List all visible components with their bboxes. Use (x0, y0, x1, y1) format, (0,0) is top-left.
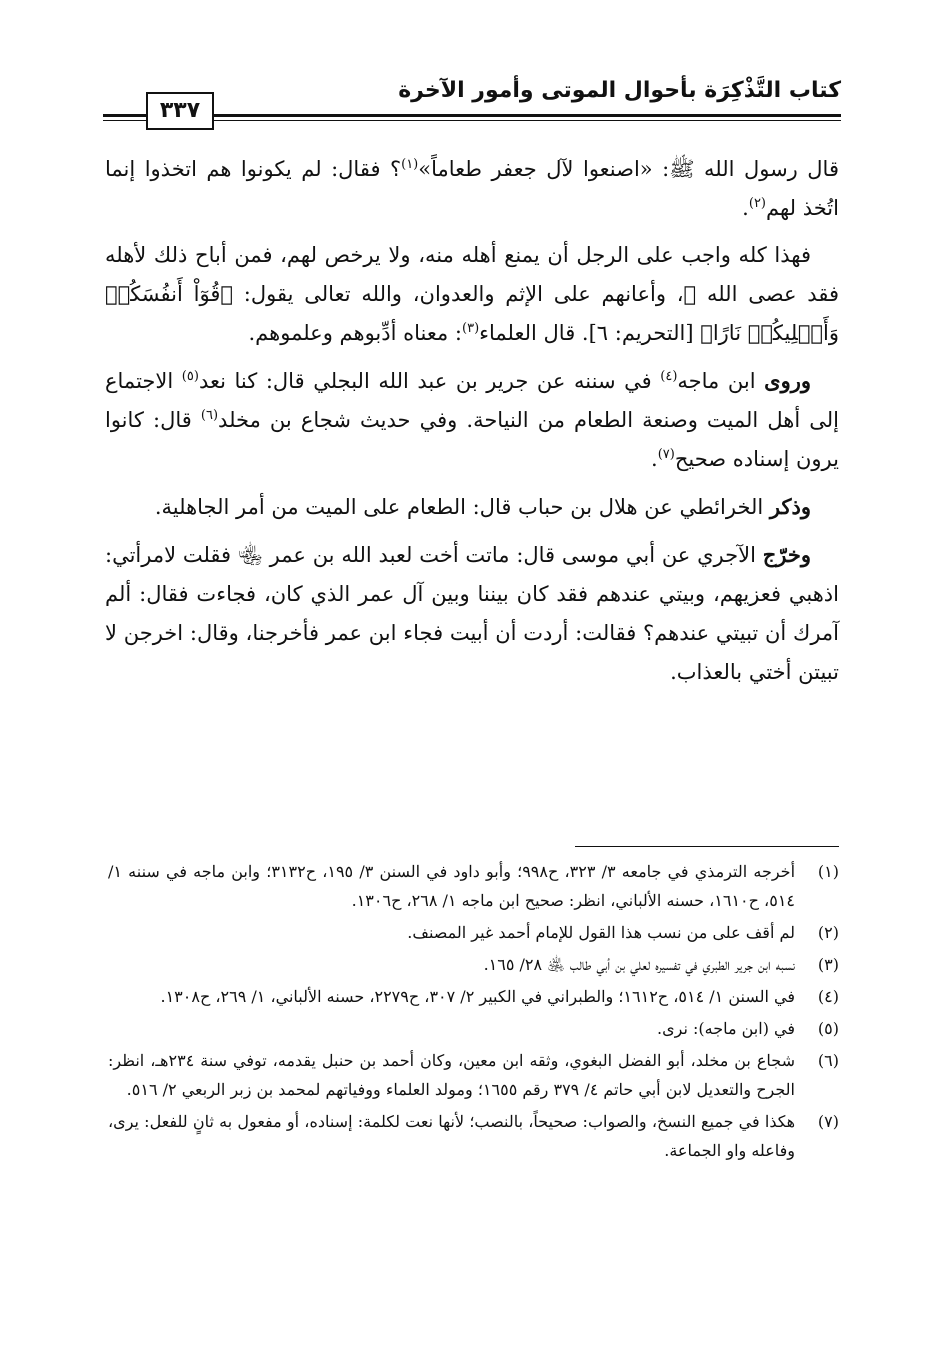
p3-text-c: الاجتماع إلى أهل الميت وصنعة الطعام من النياحة. وفي حديث شجاع بن مخلد (105, 369, 840, 432)
p1-text-a: قال رسول الله ﷺ: «اصنعوا لآل جعفر طعاماً» (418, 157, 839, 181)
footnote-2 (108, 918, 839, 947)
footnote-6 (108, 1046, 839, 1104)
body-text (105, 150, 839, 700)
footnote-number: (٣) (817, 955, 839, 974)
paragraph-5 (105, 535, 839, 692)
paragraph-1 (105, 150, 839, 228)
footnote-number: (٤) (817, 987, 839, 1006)
footnote-text: هكذا في جميع النسخ، والصواب: صحيحاً، بالنصب؛ لأنها نعت لكلمة: إسناده، أو مفعول به ثانٍ للفعل: يرى، وفاعله واو الجماعة. (108, 1112, 795, 1160)
p2-text-b: : معناه أدِّبوهم وعلموهم. (248, 321, 462, 345)
footnote-ref-4: (٤) (660, 369, 678, 384)
footnote-text: أخرجه الترمذي في جامعه ٣/ ٣٢٣، ح٩٩٨؛ وأبو داود في السنن ٣/ ١٩٥، ح٣١٣٢؛ وابن ماجه في سننه ١/ ٥١٤، ح١٦١٠، حسنه الألباني، انظر: صحيح ابن ماجه ١/ ٢٦٨، ح١٣٠٦. (108, 862, 796, 910)
p4-lead-word: وذكر (769, 494, 811, 519)
running-header-title: كتاب التَّذْكِرَة بأحوال الموتى وأمور الآخرة (398, 78, 841, 103)
footnote-number: (١) (817, 862, 839, 881)
footnotes (108, 857, 839, 1168)
footnote-separator (575, 846, 839, 847)
footnote-4 (108, 982, 839, 1011)
p5-text-a: الآجري عن أبي موسى قال: ماتت أخت لعبد الله بن عمر ﵄ فقلت لامرأتي: اذهبي فعزيهم، وبيتي عندهم فقد كان بيننا وبين آل عمر الذي كان، فجاءت فقال: ألم آمرك أن تبيتي عندهم؟ فقالت: أردت أن أبيت فجاء ابن عمر فأخرجنا، وقال: اخرجن لا تبيتن أختي بالعذاب. (105, 543, 839, 684)
p1-text-c: . (742, 196, 749, 220)
footnote-number: (٥) (817, 1019, 839, 1038)
p3-text-b: في سننه عن جرير بن عبد الله البجلي قال: كنا نعد (198, 369, 661, 393)
p1-text-b: ؟ فقال: لم يكونوا هم اتخذوا إنما اتُخذ لهم (105, 157, 839, 220)
p2-text-a: فهذا كله واجب على الرجل أن يمنع أهله منه، ولا يرخص لهم، فمن أباح ذلك لأهله فقد عصى الله ﷻ، وأعانهم على الإثم والعدوان، والله تعالى يقول: ﴿قُوٓاْ أَنفُسَكُمۡ وَأَهۡلِيكُمۡ نَارًا﴾ [التحريم: ٦]. قال العلماء (105, 243, 839, 345)
p5-lead-word: وخرّج (762, 542, 811, 567)
p3-text-d: قال: كانوا يرون إسناده صحيح (105, 408, 839, 471)
paragraph-4 (105, 487, 839, 527)
page-number: ٣٣٧ (146, 92, 214, 130)
p4-text-a: الخرائطي عن هلال بن حباب قال: الطعام على الميت من أمر الجاهلية. (154, 495, 770, 519)
footnote-number: (٧) (817, 1112, 839, 1131)
footnote-5 (108, 1014, 839, 1043)
footnote-ref-7: (٧) (657, 447, 675, 462)
footnote-text: في (ابن ماجه): نرى. (657, 1019, 795, 1038)
footnote-3 (108, 950, 839, 979)
p3-text-a: ابن ماجه (677, 369, 765, 393)
footnote-ref-1: (١) (401, 157, 419, 172)
p3-lead-word: وروى (764, 368, 812, 393)
footnote-text: لم أقف على من نسب هذا القول للإمام أحمد غير المصنف. (407, 923, 795, 942)
footnote-7 (108, 1107, 839, 1165)
p3-text-e: . (651, 447, 658, 471)
footnote-ref-5: (٥) (181, 369, 199, 384)
footnote-text: في السنن ١/ ٥١٤، ح١٦١٢؛ والطبراني في الكبير ٢/ ٣٠٧، ح٢٢٧٩، حسنه الألباني، ١/ ٢٦٩، ح١٣٠٨. (160, 987, 795, 1006)
footnote-ref-3: (٣) (462, 321, 480, 336)
paragraph-2 (105, 236, 839, 353)
footnote-1 (108, 857, 839, 915)
footnote-number: (٦) (817, 1051, 839, 1070)
footnote-ref-2: (٢) (748, 196, 766, 211)
footnote-text: نسبه ابن جرير الطبري في تفسيره لعلي بن أبي طالب ﵁ ٢٨/ ١٦٥. (483, 955, 795, 974)
footnote-number: (٢) (817, 923, 839, 942)
footnote-ref-6: (٦) (200, 408, 219, 423)
paragraph-3 (105, 361, 839, 479)
footnote-text: شجاع بن مخلد، أبو الفضل البغوي، وثقه ابن معين، وكان أحمد بن حنبل يقدمه، توفي سنة ٢٣٤هـ، انظر: الجرح والتعديل لابن أبي حاتم ٤/ ٣٧٩ رقم ١٦٥٥؛ ومولد العلماء ووفياتهم لمحمد بن زبر الربعي ٢/ ٥١٦. (108, 1051, 795, 1099)
